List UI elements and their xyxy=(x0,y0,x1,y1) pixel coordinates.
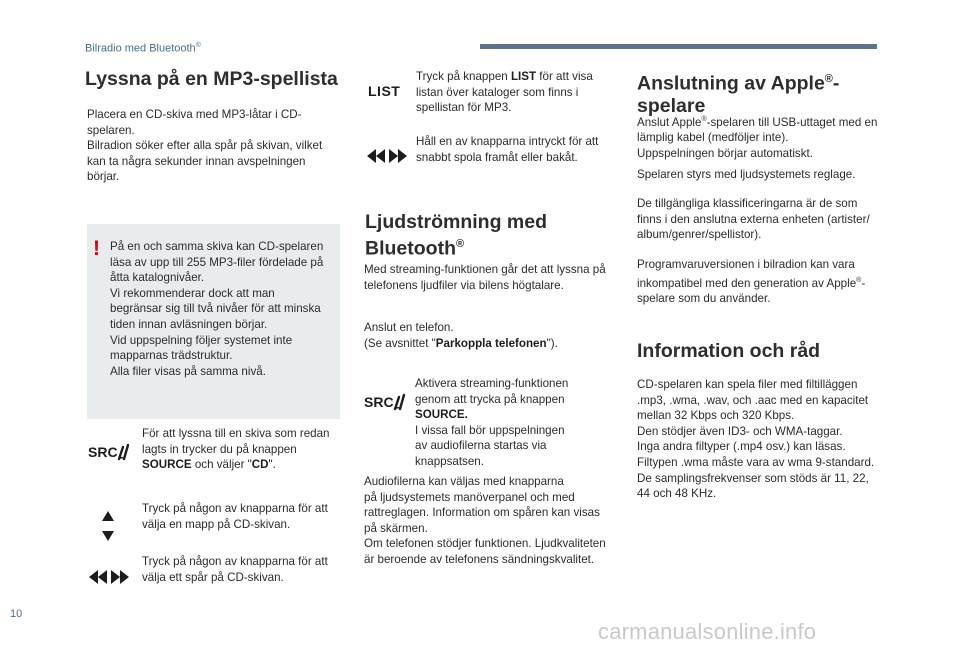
streaming-intro: Med streaming-funktionen går det att lyssna på telefonens ljudfiler via bilens högtalare. xyxy=(364,263,606,292)
apple-controls-text: Spelaren styrs med ljudsystemets reglage. xyxy=(637,168,856,181)
streaming-activate-instruction: Aktivera streaming-funktionen genom att trycka på knappen SOURCE. I vissa fall bör uppspelningen av audiofilerna startas via knappsatsen. xyxy=(415,377,569,468)
svg-text:SRC: SRC xyxy=(364,394,394,410)
apple-compat-text: Programvaruversionen i bilradion kan vara inkompatibel med den generation av Apple®- spelare som du använder. xyxy=(637,258,866,306)
heading-mp3-playlist: Lyssna på en MP3-spellista xyxy=(85,68,338,90)
folder-select-instruction: Tryck på någon av knapparna för att välja en mapp på CD-skivan. xyxy=(142,502,328,531)
src-button-icon xyxy=(88,443,132,461)
running-header: Bilradio med Bluetooth® xyxy=(85,42,201,55)
track-select-instruction: Tryck på någon av knapparna för att välja ett spår på CD-skivan. xyxy=(142,555,328,584)
list-button-icon: LIST xyxy=(368,83,401,99)
fast-seek-arrows-icon xyxy=(366,148,408,164)
seek-arrows-icon xyxy=(88,569,130,585)
heading-apple-player: Anslutning av Apple®- spelare xyxy=(637,72,840,117)
src-cd-instruction: För att lyssna till en skiva som redan lagts in trycker du på knappen SOURCE och väljer "CD". xyxy=(142,427,330,472)
warning-icon: ! xyxy=(93,237,100,260)
svg-text:SRC: SRC xyxy=(88,444,118,460)
header-bar xyxy=(480,44,877,49)
fast-seek-instruction: Håll en av knapparna intryckt för att snabbt spola framåt eller bakåt. xyxy=(416,135,599,164)
watermark: carmanualsonline.info xyxy=(598,619,817,644)
streaming-closing-text: Audiofilerna kan väljas med knapparna på ljudsystemets manöverpanel och med rattreglagen. Information om spåren kan visas på skärmen. Om telefonen stödjer funktionen. Ljudkvaliteten är beroende av telefonens sändningskvalitet. xyxy=(364,475,606,566)
list-instruction: Tryck på knappen LIST för att visa listan över kataloger som finns i spellistan för MP3. xyxy=(416,70,593,115)
heading-info-advice: Information och råd xyxy=(637,340,821,362)
heading-bluetooth-streaming: Ljudströmning med Bluetooth® xyxy=(365,211,547,260)
apple-connect-text: Anslut Apple®-spelaren till USB-uttaget med en lämplig kabel (medföljer inte). Uppspelningen börjar automatiskt. xyxy=(637,115,878,161)
warning-text: På en och samma skiva kan CD-spelaren läsa av upp till 255 MP3-filer fördelade på åtta katalognivåer. Vi rekommenderar dock att man begränsar sig till två nivåer för att minska tiden innan avläsningen börjar. Vid uppspelning följer systemet inte mapparnas trädstruktur. Alla filer visas på samma nivå. xyxy=(110,240,324,378)
src-button-icon-2 xyxy=(364,393,408,411)
apple-classification-text: De tillgängliga klassificeringarna är de som finns i den anslutna externa enheten (artister/ album/genrer/spellistor). xyxy=(637,197,870,242)
mp3-intro: Placera en CD-skiva med MP3-låtar i CD- spelaren. Bilradion söker efter alla spår på skivan, vilket kan ta några sekunder innan avspelningen börjar. xyxy=(87,108,323,184)
up-down-arrows-icon xyxy=(100,509,116,543)
info-advice-text: CD-spelaren kan spela filer med filtilläggen .mp3, .wma, .wav, och .aac med en kapacitet mellan 32 Kbps och 320 Kbps. Den stödjer även ID3- och WMA-taggar. Inga andra filtyper (.mp4 osv.) kan läsas. Filtypen .wma måste vara av wma 9-standard. De samplingsfrekvenser som stöds är 11, 22, 44 och 48 KHz. xyxy=(637,378,875,501)
page-number: 10 xyxy=(10,608,23,620)
connect-phone-text: Anslut en telefon. (Se avsnittet "Parkoppla telefonen"). xyxy=(364,321,558,350)
